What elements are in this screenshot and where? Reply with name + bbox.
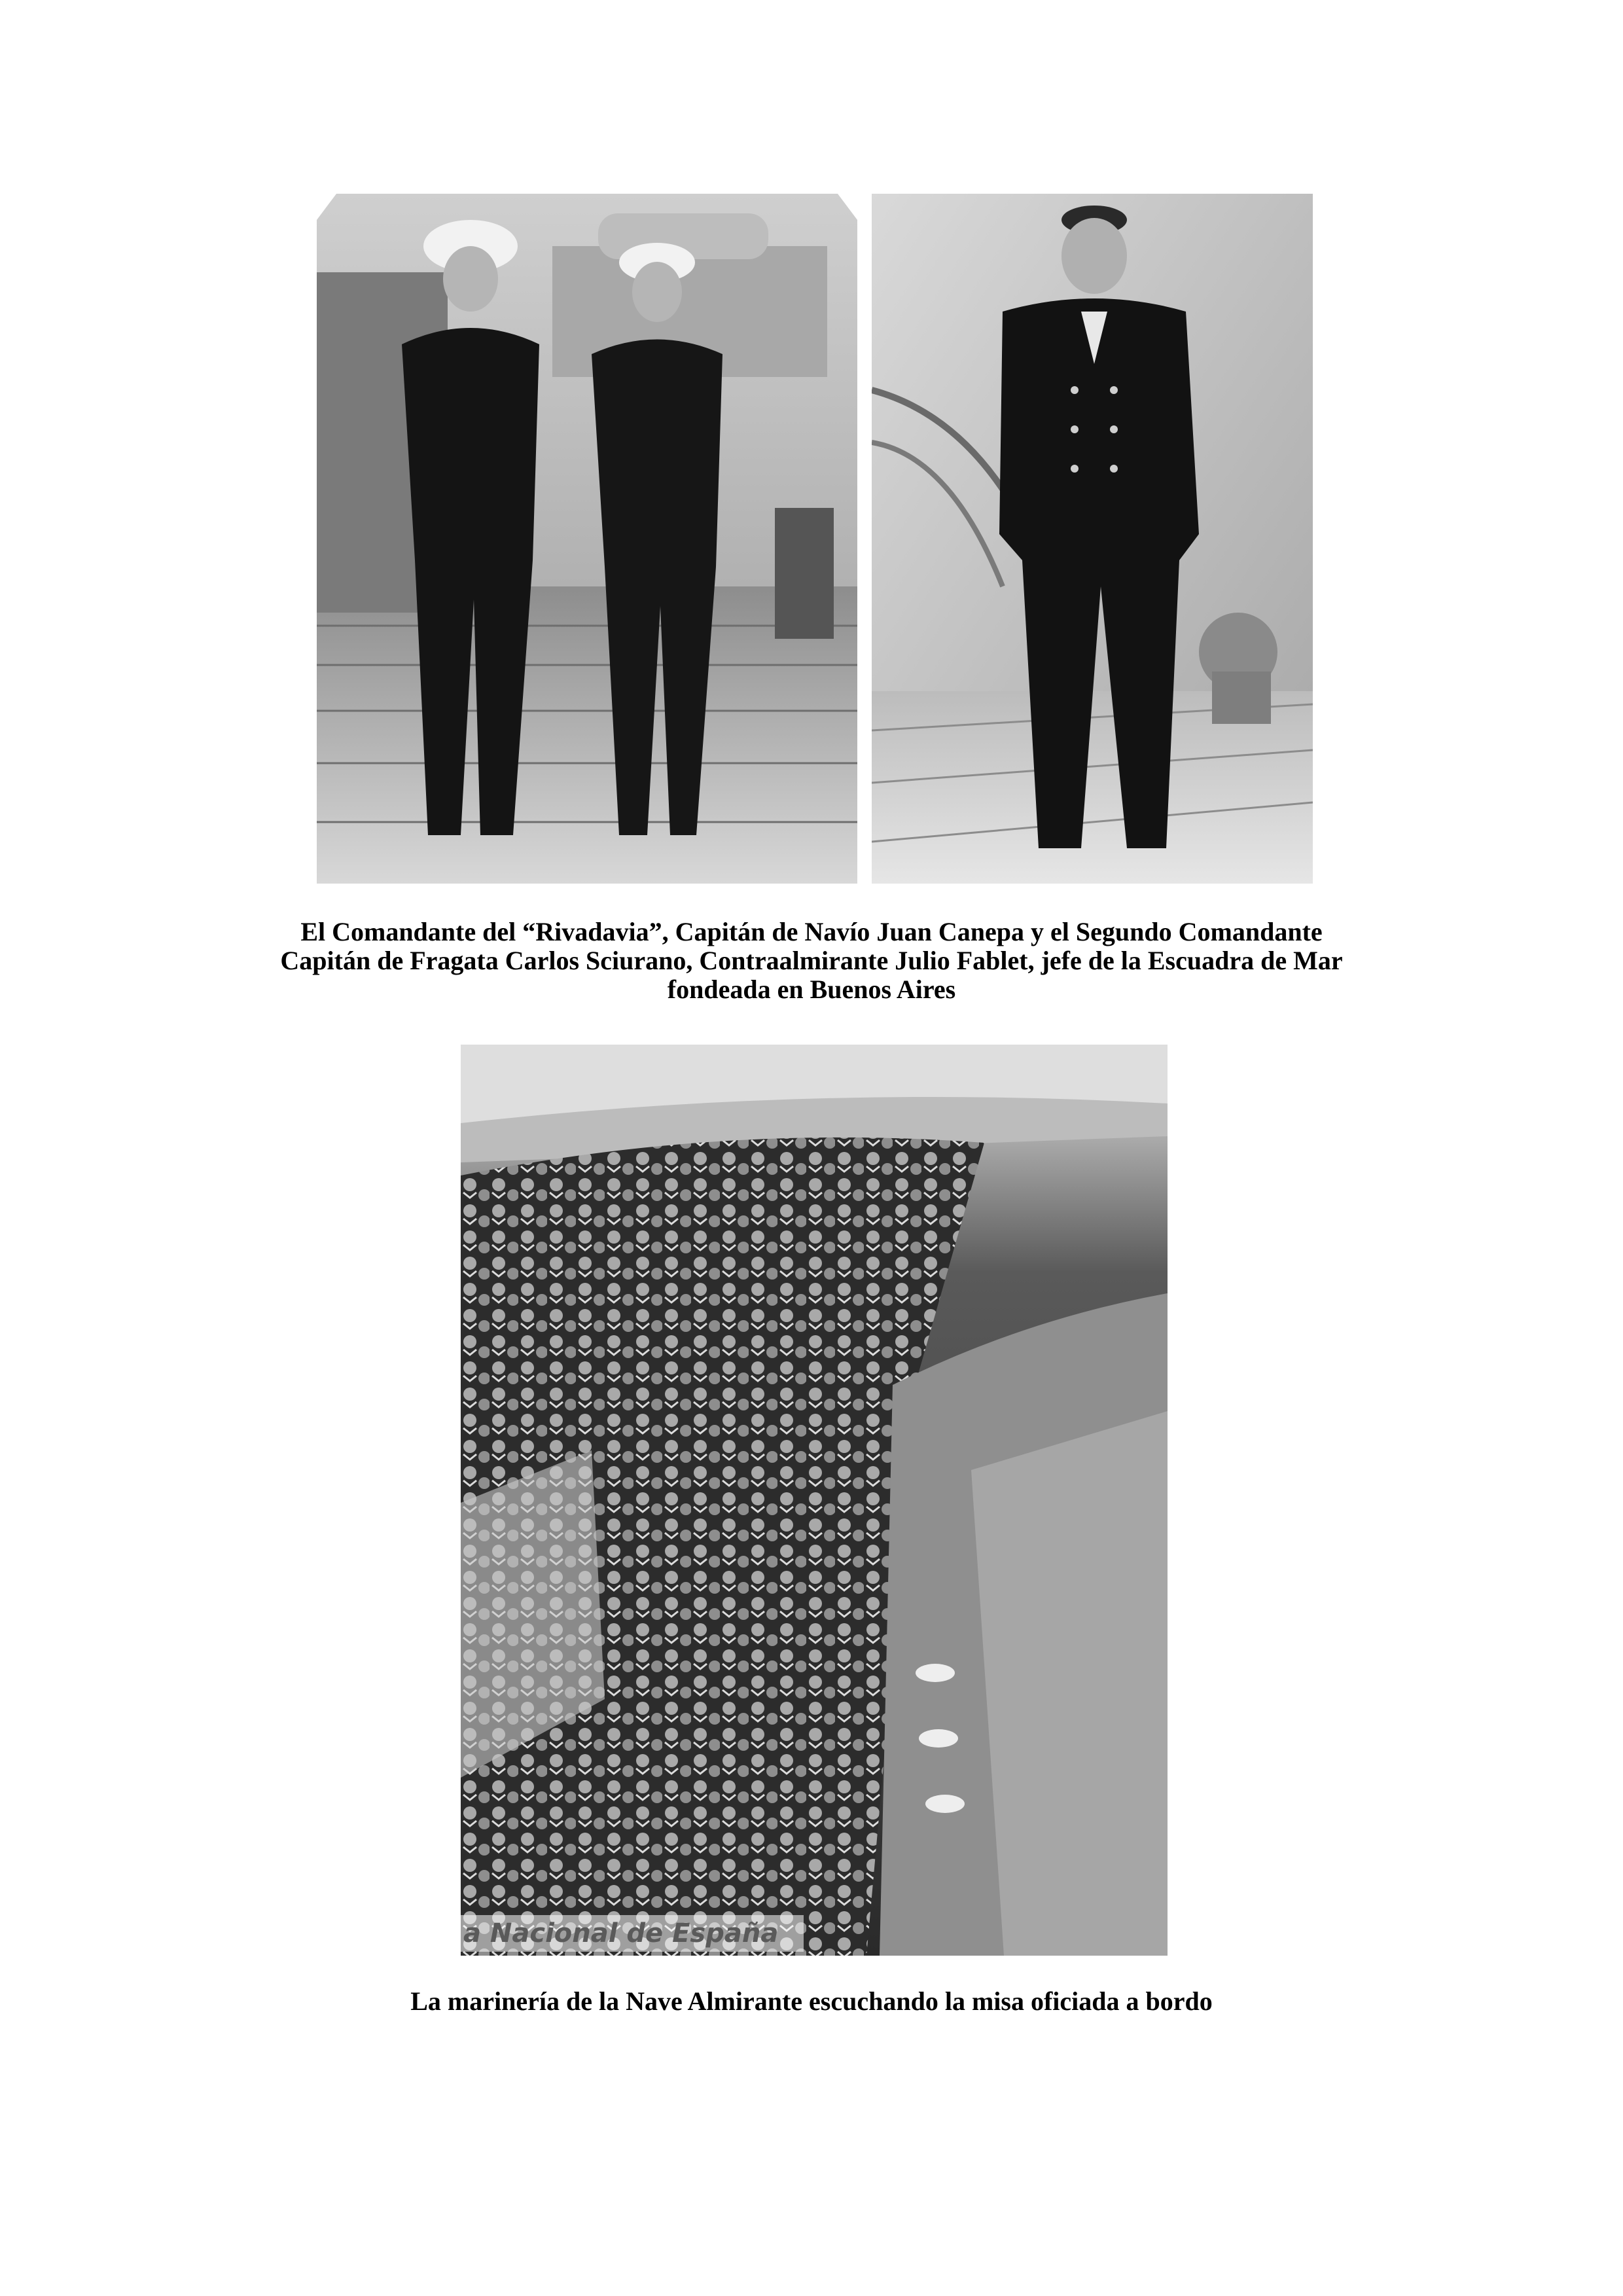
archive-watermark: a Nacional de España: [461, 1915, 804, 1952]
caption-line-1: El Comandante del “Rivadavia”, Capitán de Navío Juan Canepa y el Segundo Comandante: [300, 917, 1323, 946]
caption-line-2: Capitán de Fragata Carlos Sciurano, Contraalmirante Julio Fablet, jefe de la Escuadra de Mar: [280, 946, 1343, 975]
caption-line-3: fondeada en Buenos Aires: [667, 975, 956, 1004]
photo-crew-at-mass: [461, 1045, 1168, 1956]
bottom-photo-caption: La marinería de la Nave Almirante escuchando la misa oficiada a bordo: [410, 1986, 1213, 2016]
crew-photo-graphic: [461, 1045, 1168, 1956]
officers-photo-graphic: [317, 194, 857, 884]
admiral-photo-graphic: [872, 194, 1313, 884]
top-photos-caption: [196, 918, 1427, 1004]
photo-admiral-portrait: [872, 194, 1313, 884]
photo-officers-on-deck: [317, 194, 857, 884]
